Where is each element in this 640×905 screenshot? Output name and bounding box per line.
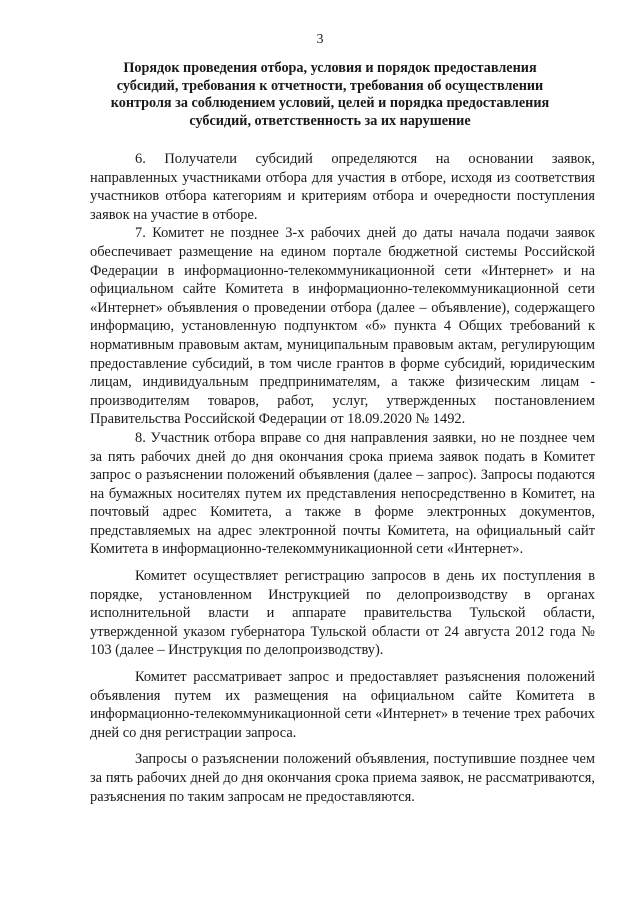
paragraph-6: 6. Получатели субсидий определяются на основании заявок, направленных участниками отбора для участия в отборе, исходя из соответствия участников отбора категориям и критериям отбора и очередности поступления заявок на участие в отборе. (90, 151, 595, 223)
section-heading: Порядок проведения отбора, условия и порядок предоставления субсидий, требования к отчетности, требования об осуществлении контроля за соблюдением условий, целей и порядка предоставления субсидий, ответственность за их нарушение (110, 60, 550, 129)
document-body (90, 150, 595, 806)
paragraph-registration: Комитет осуществляет регистрацию запросов в день их поступления в порядке, установленном Инструкцией по делопроизводству в органах исполнительной власти и аппарате правительства Тульской области, утвержденной указом губернатора Тульской области от 24 августа 2012 года № 103 (далее – Инструкция по делопроизводству). (90, 568, 595, 659)
paragraph-7: 7. Комитет не позднее 3-х рабочих дней до даты начала подачи заявок обеспечивает размещение на едином портале бюджетной системы Российской Федерации в информационно-телекоммуникационной сети «Интернет» и на официальном сайте Комитета в информационно-телекоммуникационной сети «Интернет» объявления о проведении отбора (далее – объявление), содержащего информацию, установленную подпунктом «б» пункта 4 Общих требований к нормативным правовым актам, муниципальным правовым актам, регулирующим предоставление субсидий, в том числе грантов в форме субсидий, юридическим лицам, индивидуальным предпринимателям, а также физическим лицам - производителям товаров, работ, услуг, утвержденных постановлением Правительства Российской Федерации от 18.09.2020 № 1492. (90, 225, 595, 428)
page-number: 3 (316, 32, 324, 47)
paragraph-late-requests: Запросы о разъяснении положений объявления, поступившие позднее чем за пять рабочих дней до дня окончания срока приема заявок, не рассматриваются, разъяснения по таким запросам не предоставляются. (90, 751, 595, 805)
paragraph-8: 8. Участник отбора вправе со дня направления заявки, но не позднее чем за пять рабочих дней до дня окончания срока приема заявок подать в Комитет запрос о разъяснении положений объявления (далее – запрос). Запросы подаются на бумажных носителях путем их представления непосредственно в Комитет, на почтовый адрес Комитета, а также в форме электронных документов, представляемых на адрес электронной почты Комитета, на официальный сайт Комитета в информационно-телекоммуникационной сети «Интернет». (90, 429, 595, 558)
paragraph-clarification: Комитет рассматривает запрос и предоставляет разъяснения положений объявления путем их размещения на официальном сайте Комитета в информационно-телекоммуникационной сети «Интернет» в течение трех рабочих дней со дня регистрации запроса. (90, 669, 595, 741)
